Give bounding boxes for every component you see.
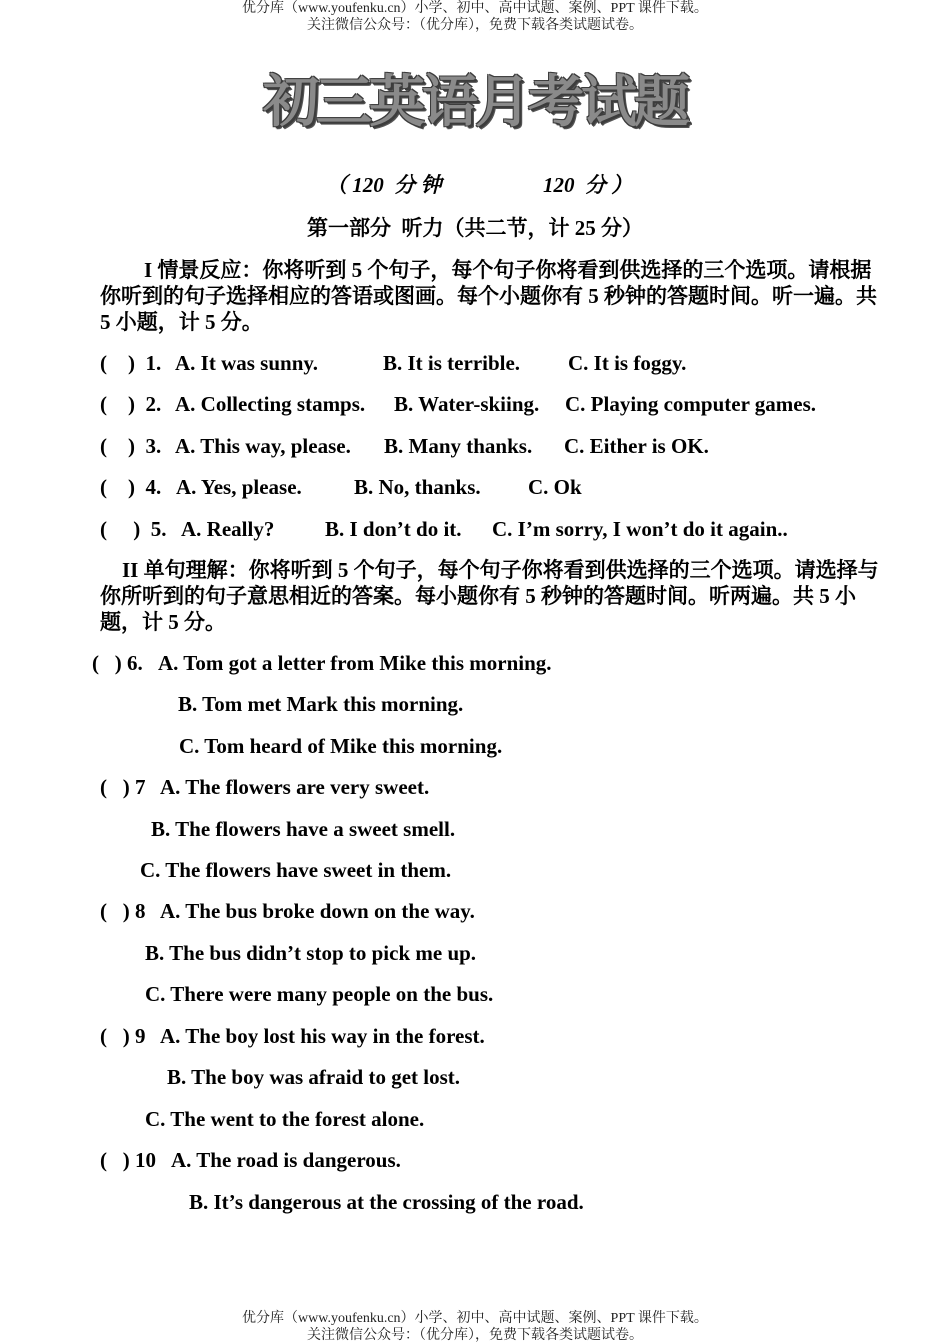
option-a: A. Really? xyxy=(181,517,275,541)
option-a: A. Collecting stamps. xyxy=(175,392,366,416)
option-c: C. Tom heard of Mike this morning. xyxy=(179,734,503,758)
answer-bracket: ( ) 9 xyxy=(100,1024,146,1048)
option-c: C. Playing computer games. xyxy=(565,392,817,416)
option-c: C. The went to the forest alone. xyxy=(145,1107,425,1131)
option-a: A. Tom got a letter from Mike this morning. xyxy=(158,651,552,675)
option-b: B. The bus didn’t stop to pick me up. xyxy=(145,941,477,965)
option-c: C. It is foggy. xyxy=(568,351,687,375)
page-header-line-1: 优分库（www.youfenku.cn）小学、初中、高中试题、案例、PPT 课件下载。 xyxy=(242,1,708,16)
option-b: B. Tom met Mark this morning. xyxy=(178,692,464,716)
section1-intro xyxy=(100,257,880,335)
page-footer-line-1: 优分库（www.youfenku.cn）小学、初中、高中试题、案例、PPT 课件下载。 xyxy=(242,1311,708,1326)
option-b: B. The flowers have a sweet smell. xyxy=(151,817,456,841)
answer-bracket: ( ) 5. xyxy=(100,517,167,541)
answer-bracket: ( ) 8 xyxy=(100,899,146,923)
time-info-score: 120 分 ） xyxy=(543,173,633,197)
question-10-option-b xyxy=(189,1189,584,1241)
option-a: A. The boy lost his way in the forest. xyxy=(160,1024,485,1048)
option-a: A. The road is dangerous. xyxy=(171,1148,401,1172)
answer-bracket: ( ) 7 xyxy=(100,775,146,799)
question-8-option-c xyxy=(145,981,494,1033)
option-c: C. The flowers have sweet in them. xyxy=(140,858,452,882)
option-b: B. No, thanks. xyxy=(354,475,481,499)
answer-bracket: ( ) 10 xyxy=(100,1148,156,1172)
answer-bracket: ( ) 4. xyxy=(100,475,162,499)
option-a: A. It was sunny. xyxy=(175,351,318,375)
option-c: C. Ok xyxy=(528,475,582,499)
option-b: B. The boy was afraid to get lost. xyxy=(167,1065,461,1089)
answer-bracket: ( ) 3. xyxy=(100,434,162,458)
exam-title: 初三英语月考试题 xyxy=(263,70,687,135)
section1-intro-text: I 情景反应：你将听到 5 个句子，每个句子你将看到供选择的三个选项。请根据你听到的句子选择相应的答语或图画。每个小题你有 5 秒钟的答题时间。听一遍。共 5 小题，计 5 分。 xyxy=(100,258,877,334)
option-a: A. This way, please. xyxy=(175,434,351,458)
option-b: B. Water-skiing. xyxy=(394,392,540,416)
option-b: B. I don’t do it. xyxy=(325,517,462,541)
answer-bracket: ( ) 6. xyxy=(92,651,143,675)
page-footer-line-2: 关注微信公众号：（优分库），免费下载各类试题试卷。 xyxy=(307,1328,643,1343)
page-header-line-2: 关注微信公众号：（优分库），免费下载各类试题试卷。 xyxy=(307,18,643,33)
option-c: C. There were many people on the bus. xyxy=(145,982,494,1006)
option-c: C. Either is OK. xyxy=(564,434,709,458)
section2-intro-text: II 单句理解：你将听到 5 个句子，每个句子你将看到供选择的三个选项。请选择与你所听到的句子意思相近的答案。每小题你有 5 秒钟的答题时间。听两遍。共 5 小题，计 5 分。 xyxy=(100,558,879,634)
answer-bracket: ( ) 1. xyxy=(100,351,162,375)
option-b: B. It’s dangerous at the crossing of the road. xyxy=(189,1190,584,1214)
option-b: B. Many thanks. xyxy=(384,434,533,458)
answer-bracket: ( ) 2. xyxy=(100,392,162,416)
part1-heading: 第一部分 听力（共二节，计 25 分） xyxy=(307,216,643,240)
option-b: B. It is terrible. xyxy=(383,351,521,375)
section2-intro xyxy=(100,557,880,635)
option-c: C. I’m sorry, I won’t do it again.. xyxy=(492,517,788,541)
option-a: A. The bus broke down on the way. xyxy=(160,899,475,923)
option-a: A. Yes, please. xyxy=(176,475,302,499)
time-info-minutes: （ 120 分 钟 xyxy=(326,173,442,197)
option-a: A. The flowers are very sweet. xyxy=(160,775,430,799)
